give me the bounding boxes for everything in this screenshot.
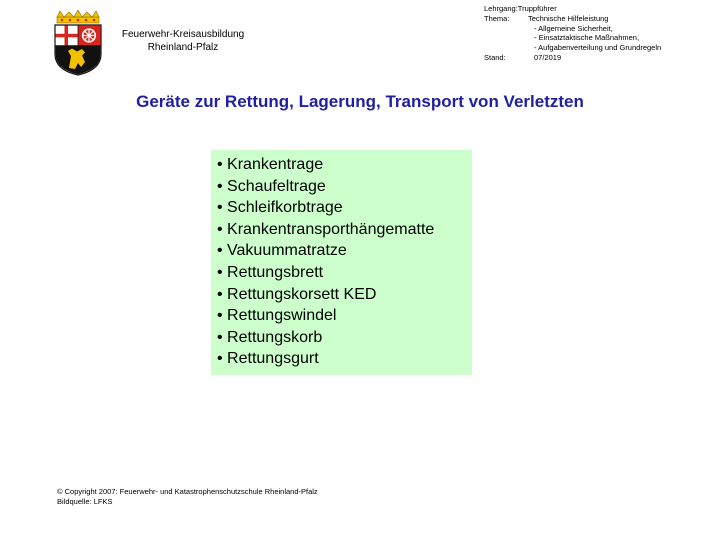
status-row (484, 53, 716, 63)
equipment-list (211, 150, 472, 370)
list-item: • Krankentransporthängematte (217, 220, 435, 238)
status-label: Stand: (484, 52, 506, 62)
list-item: • Schaufeltrage (217, 177, 326, 195)
organization-name (108, 28, 258, 54)
list-item: • Rettungsgurt (217, 350, 319, 368)
course-value: Truppführer (517, 4, 557, 13)
list-item: • Rettungskorsett KED (217, 285, 377, 303)
topic-row-3 (484, 33, 716, 43)
list-item: • Rettungsbrett (217, 263, 324, 281)
topic-row-4 (484, 43, 716, 53)
topic-row-2 (484, 24, 716, 34)
course-row (484, 4, 716, 14)
topic-line-3: - Einsatztaktische Maßnahmen, (534, 33, 640, 43)
organization-line-1: Feuerwehr-Kreisausbildung (121, 29, 245, 40)
rheinland-pfalz-crest-icon (52, 10, 104, 76)
course-label: Lehrgang: (484, 4, 518, 13)
topic-line-2: - Allgemeine Sicherheit, (534, 23, 613, 33)
topic-label: Thema: (484, 13, 510, 23)
list-item: • Rettungskorb (217, 328, 323, 346)
equipment-list-box (211, 150, 472, 375)
list-item: • Rettungswindel (217, 307, 337, 325)
list-item: • Vakuummatratze (217, 242, 347, 260)
status-value: 07/2019 (534, 52, 562, 62)
page-title: Geräte zur Rettung, Lagerung, Transport von Verletzten (136, 92, 584, 111)
footer (57, 487, 318, 507)
list-item: • Krankentrage (217, 156, 324, 173)
topic-line-1: Technische Hilfeleistung (528, 13, 609, 23)
organization-line-2: Rheinland-Pfalz (147, 42, 219, 53)
list-item: • Schleifkorbtrage (217, 199, 343, 217)
course-meta (484, 4, 716, 63)
image-source-text: Bildquelle: LFKS (57, 497, 113, 506)
topic-line-4: - Aufgabenverteilung und Grundregeln (534, 43, 662, 53)
copyright-text: © Copyright 2007: Feuerwehr- und Katastrophenschutzschule Rheinland-Pfalz (57, 487, 318, 496)
topic-row (484, 14, 716, 24)
